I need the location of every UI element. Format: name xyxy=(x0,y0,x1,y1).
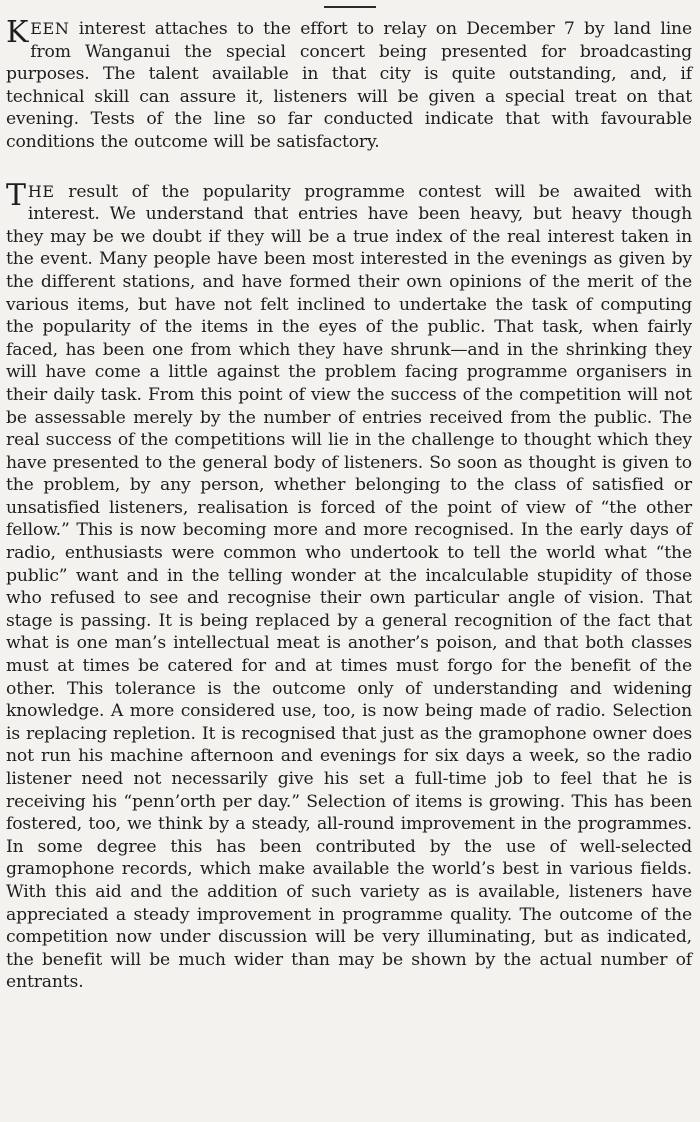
paragraph-text: interest attaches to the effort to relay on December 7 by land line from Wanganui the special concert being presented for broadcasting purposes. The talent available in that city is quite outstanding, and, if technical skill can assure it, listeners will be given a special treat on that evening. Tests of the line so far conducted indicate that with favourable conditions the outcome will be satisfactory. xyxy=(6,19,692,152)
section-divider-rule xyxy=(324,6,376,8)
drop-cap: K xyxy=(6,15,29,50)
paragraph-text: result of the popularity programme contest will be awaited with interest. We understand that entries have been heavy, but heavy though they may be we doubt if they will be a true index of the real interest taken in the event. Many people have been most interested in the evenings as given by the different stations, and have formed their own opinions of the merit of the various items, but have not felt inclined to undertake the task of computing the popularity of the items in the eyes of the public. That task, when fairly faced, has been one from which they have shrunk—and in the shrinking they will have come a little against the problem facing programme organisers in their daily task. From this point of view the success of the competition will not be assessable merely by the number of entries received from the public. The real success of the competitions will lie in the challenge to thought which they have presented to the general body of listeners. So soon as thought is given to the problem, by any person, whether belonging to the class of satisfied or unsatisfied listeners, realisation is forced of the point of view of “the other fellow.” This is now becoming more and more recognised. In the early days of radio, enthusiasts were common who undertook to tell the world what “the public” want and in the telling wonder at the incalculable stupidity of those who refused to see and recognise their own particular angle of vision. That stage is passing. It is being replaced by a general recognition of the fact that what is one man’s intellectual meat is another’s poison, and that both classes must at times be catered for and at times must forgo for the benefit of the other. This tolerance is the outcome only of understanding and widening knowledge. A more considered use, too, is now being made of radio. Selection is replacing repletion. It is recognised that just as the gramophone owner does not run his machine afternoon and evenings for six days a week, so the radio listener need not necessarily give his set a full-time job to feel that he is receiving his “penn’orth per day.” Selection of items is growing. This has been fostered, too, we think by a steady, all-round improvement in the programmes. In some degree this has been contributed by the use of well-selected gramophone records, which make available the world’s best in various fields. With this aid and the addition of such variety as is available, listeners have appreciated a steady improvement in programme quality. The outcome of the competition now under discussion will be very illuminating, but as indicated, the benefit will be much wider than may be shown by the actual number of entrants. xyxy=(6,181,692,993)
paragraph-popularity-contest xyxy=(6,177,692,994)
lead-word: HE xyxy=(27,181,55,201)
paragraph-wanganui-relay xyxy=(6,15,692,154)
drop-cap: T xyxy=(6,177,26,213)
lead-word: EEN xyxy=(30,19,70,38)
